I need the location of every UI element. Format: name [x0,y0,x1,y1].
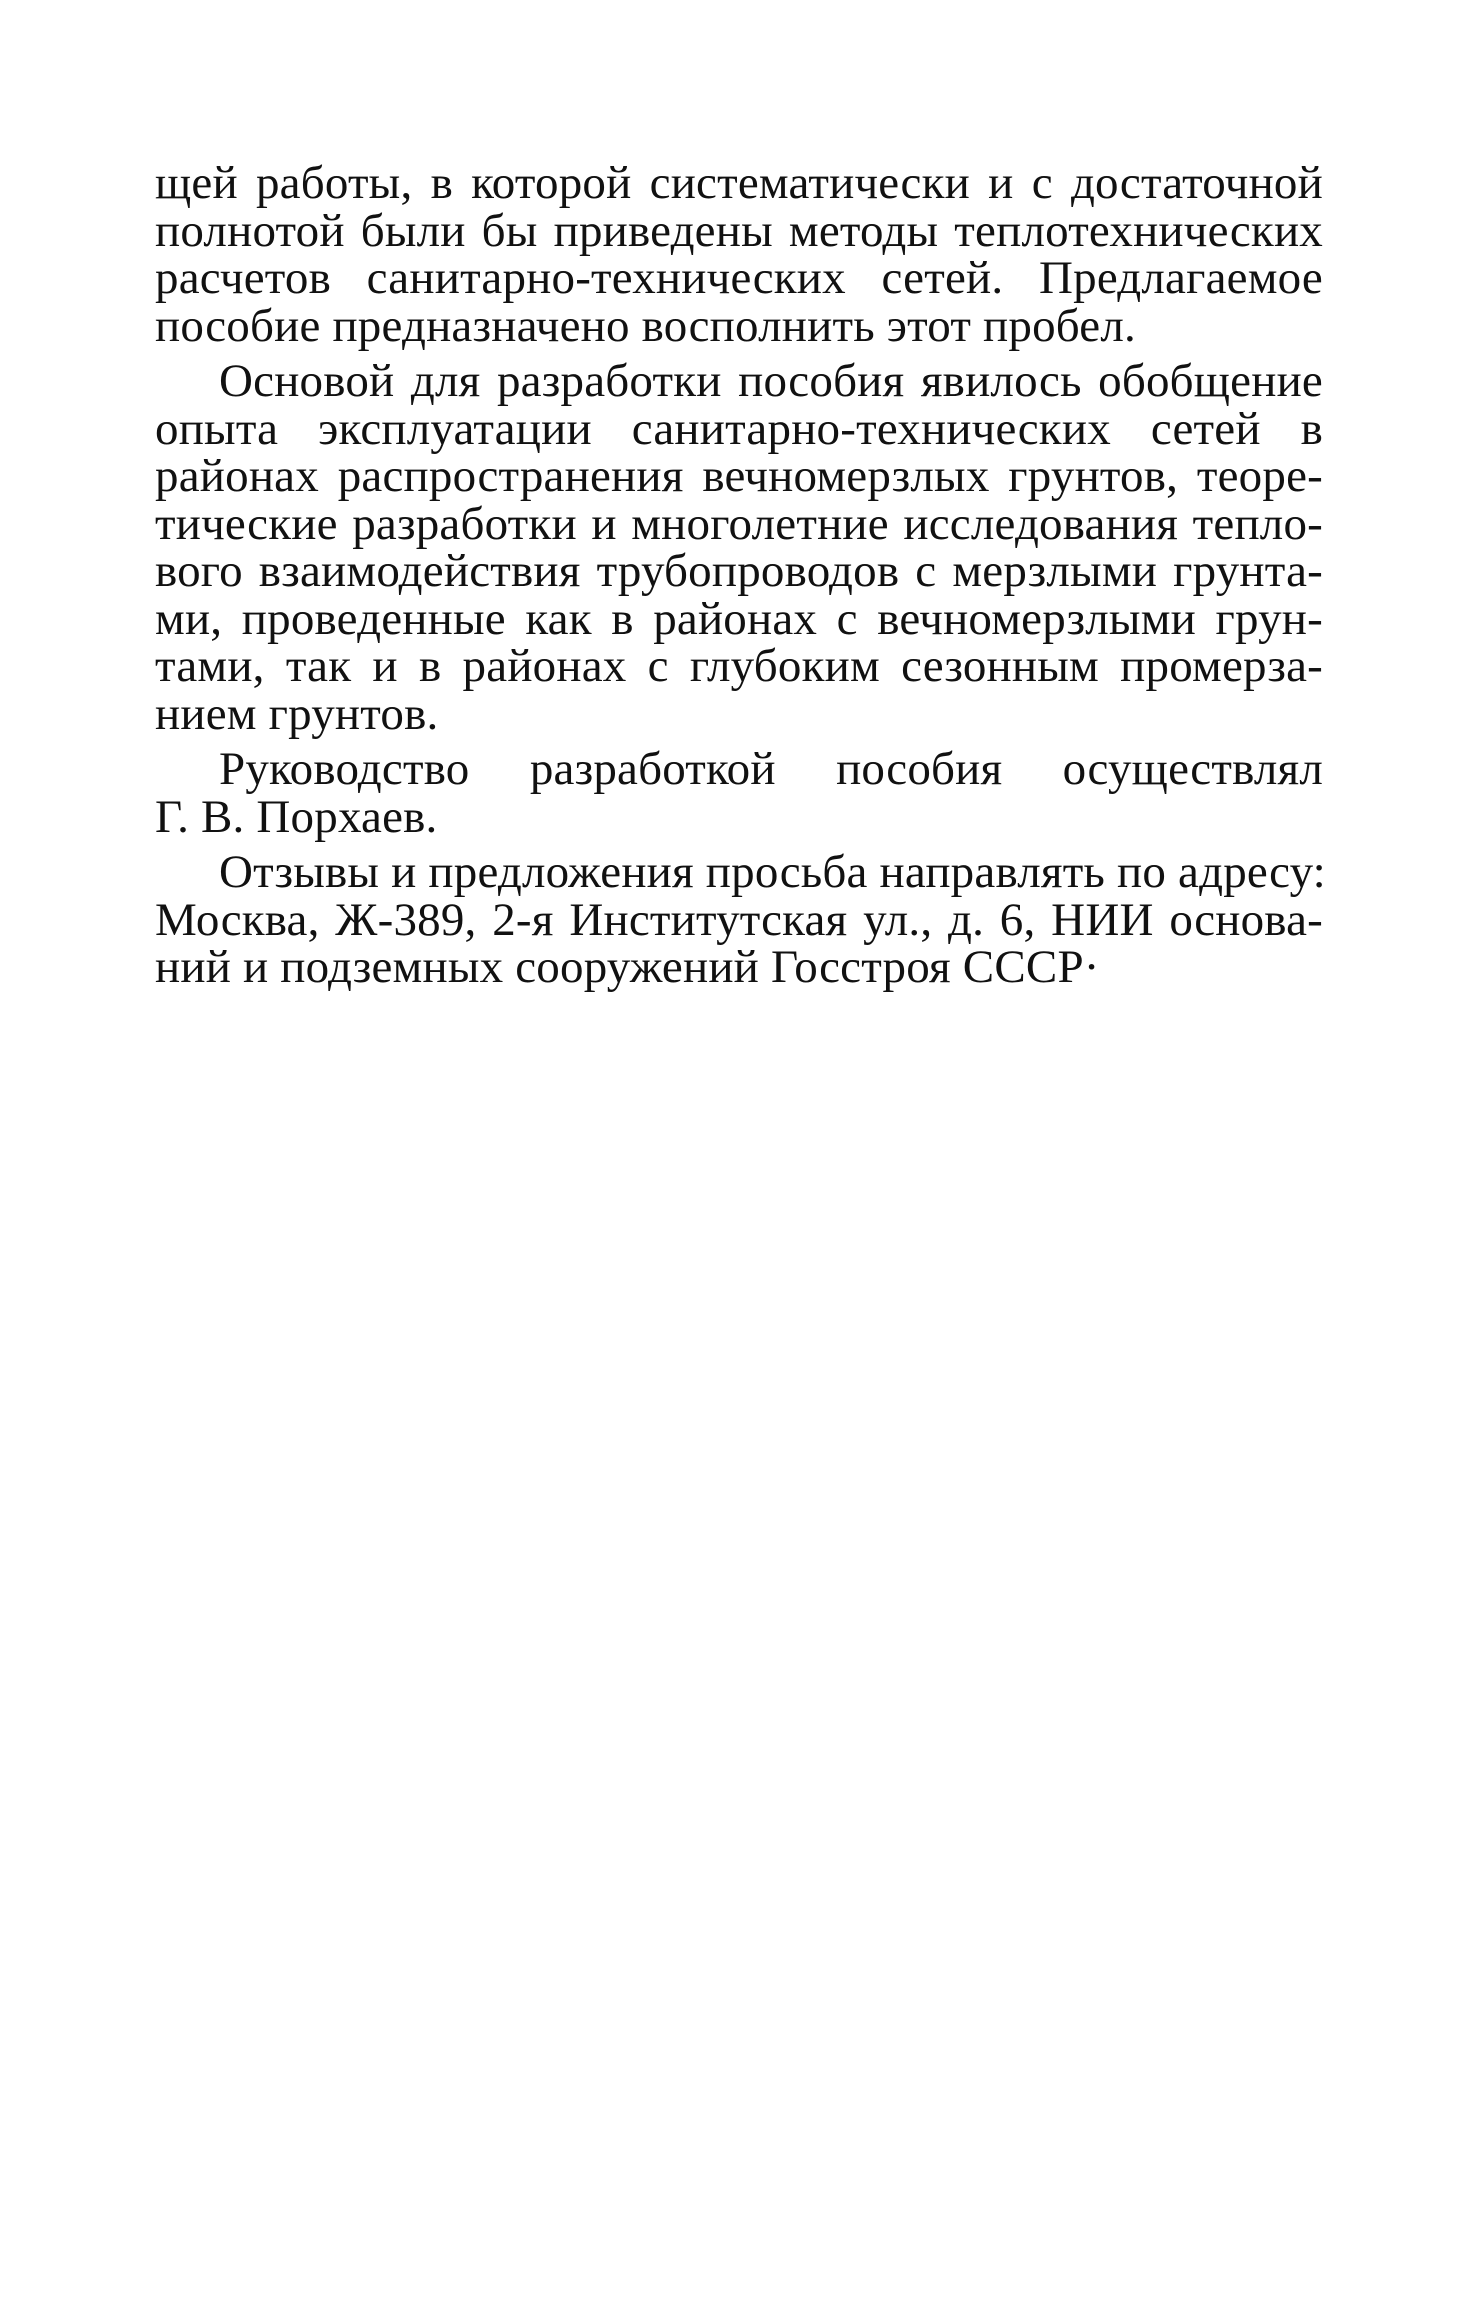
text-line: Руководство разработкой пособия осуществлял [219,743,1323,795]
paragraph-supervision [155,743,1323,843]
text-line: вого взаимодействия трубопроводов с мерзлыми грунта- [155,545,1323,597]
text-line: ми, проведенные как в районах с вечномерзлыми грун- [155,592,1323,645]
text-line: Москва, Ж-389, 2-я Институтская ул., д. 6, НИИ основа- [155,893,1323,946]
text-line: тами, так и в районах с глубоким сезонным промерза- [155,640,1323,692]
text-line: расчетов санитарно-технических сетей. Предлагаемое [155,252,1323,304]
text-line: тические разработки и многолетние исследования тепло- [155,497,1323,550]
text-line: Основой для разработки пособия явилось обобщение [219,355,1323,407]
text-line: Отзывы и предложения просьба направлять по адресу: [219,846,1326,898]
text-line: пособие предназначено восполнить этот пробел. [155,299,1136,352]
paragraph-basis [155,355,1323,740]
text-line: Г. В. Порхаев. [155,790,438,843]
paragraph-intro [155,157,1323,352]
text-line: ний и подземных сооружений Госстроя СССР· [155,941,1100,993]
document-page [155,157,1326,1000]
paragraph-address [155,846,1326,993]
text-line: щей работы, в которой систематически и с достаточной [155,157,1323,209]
text-line: полнотой были бы приведены методы теплотехнических [155,204,1323,257]
text-line: нием грунтов. [155,687,439,740]
text-line: районах распространения вечномерзлых грунтов, теоре- [155,450,1323,502]
text-line: опыта эксплуатации санитарно-технических сетей в [155,402,1323,455]
